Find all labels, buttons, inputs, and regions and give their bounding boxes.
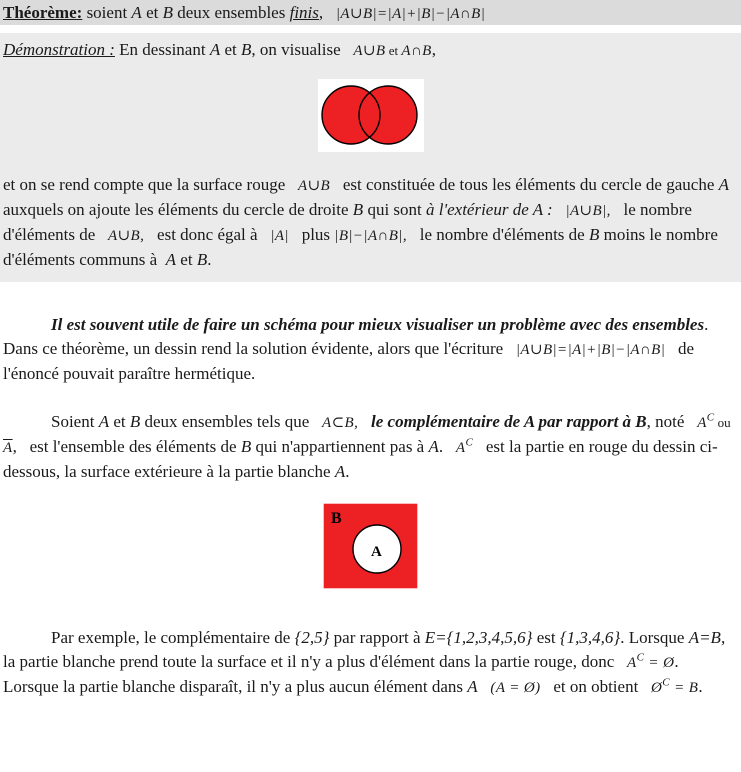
text-run: A [165,250,177,269]
text-run: deux ensembles tels que [140,412,323,431]
text-run: B [588,225,600,244]
text-run: , la partie blanche prend toute la surface et il n'y a plus d'élément dans la partie rouge, donc [3,628,730,671]
text-run: |A| [270,228,289,244]
text-run: A=B [688,628,721,647]
text-run: {1,3,4,6} [559,628,621,647]
text-run: A [334,462,346,481]
venn-diagram-svg [318,79,424,152]
text-run: . [698,677,703,696]
remark-paragraph [3,313,738,386]
text-run: |A∪B|=|A|+|B|−|A∩B| [335,6,486,22]
text-run: B [240,437,252,456]
text-run: et on obtient [540,677,652,696]
text-run: , [431,40,436,59]
text-run: Par exemple, le complémentaire de [51,628,295,647]
text-run: A [98,412,110,431]
text-run [358,412,371,431]
text-run: , est l'ensemble des éléments de [12,437,241,456]
text-run: |A∪B|, [565,203,611,219]
text-run: est donc égal à [144,225,271,244]
text-run: A [428,437,439,456]
inner-set-label: A [371,544,382,560]
text-run: C [662,676,670,689]
text-run: est [532,628,560,647]
text-run: deux ensembles [172,3,290,22]
text-run: et on se rend compte que la surface rouge [3,175,299,194]
text-run: Démonstration : [3,40,115,59]
text-run: B [129,412,141,431]
text-run: Théorème: [3,3,83,22]
text-run [553,200,566,219]
text-run: . [345,462,350,481]
text-run: A∪B, [108,228,145,244]
text-run: moins le nombre d'éléments communs à [3,225,723,269]
text-run: (A = Ø) [490,680,541,696]
text-run: = B [669,680,699,696]
text-run: ou [714,415,734,430]
text-run: {2,5} [294,628,330,647]
text-run: est constituée de tous les éléments du cercle de gauche [330,175,719,194]
text-run: . Lorsque [620,628,689,647]
text-run: de l'énoncé pouvait paraître hermétique. [3,339,699,383]
text-run: B [352,200,364,219]
text-run: et [109,412,130,431]
demonstration-intro [3,39,738,62]
text-run: . Dans ce théorème, un dessin rend la solution évidente, alors que l'écriture [3,315,713,358]
text-run: le nombre d'éléments de [406,225,589,244]
demonstration-block [0,33,741,282]
text-run: |B|−|A∩B|, [334,228,407,244]
text-run: , noté [646,412,698,431]
text-run: B [196,250,208,269]
text-run: . [438,437,456,456]
text-run: soient [82,3,132,22]
text-run: A [718,175,730,194]
text-run: plus [288,225,335,244]
complement-diagram-svg [323,503,418,589]
text-run: à l'extérieur de A : [426,200,553,219]
outer-set-label: B [331,510,342,527]
text-run: C [465,436,474,449]
text-run: A [455,440,466,456]
text-run: Soient [51,412,99,431]
text-run: finis [289,3,319,22]
text-run: A [131,3,142,22]
text-run: et [141,3,163,22]
text-run: le complémentaire de A par rapport à B [371,412,647,431]
complement-figure [323,503,418,589]
text-run: A∪B [353,43,386,59]
text-run: est la partie en rouge du dessin ci-dessous, la surface extérieure à la partie blanche [3,437,718,481]
example-paragraph [3,626,738,700]
text-run: qui n'appartiennent pas à [251,437,429,456]
text-run: qui sont [363,200,426,219]
text-run: E={1,2,3,4,5,6} [424,628,533,647]
text-run: C [636,651,645,664]
text-run: $\overline{A}$ [3,440,13,456]
text-run: En dessinant [114,40,210,59]
text-run: A⊂B, [322,415,359,431]
text-run: Il est souvent utile de faire un schéma pour mieux visualiser un problème avec des ensembles [51,315,705,334]
text-run: B [241,40,252,59]
text-run [478,677,491,696]
text-run: et [385,43,402,58]
venn-union-figure [318,79,424,152]
text-run: . [207,250,212,269]
text-run: A [697,415,707,431]
text-run: . Lorsque la partie blanche disparaît, il n'y a plus aucun élément dans [3,652,692,696]
text-run: Ø [651,680,663,696]
text-run: et [176,250,197,269]
theorem-block [0,0,741,25]
theorem-line [3,2,737,25]
text-run: , [318,3,336,22]
text-run: , on visualise [251,40,354,59]
text-run: |A∪B|=|A|+|B|−|A∩B| [515,342,666,358]
text-run: A [209,40,221,59]
text-run: A [627,655,637,671]
text-run: A∪B [298,178,331,194]
complement-paragraph [3,410,738,484]
demonstration-body [3,173,738,272]
text-run: B [162,3,173,22]
text-run: auxquels on ajoute les éléments du cercle de droite [3,175,734,219]
text-run: et [220,40,241,59]
text-run: = Ø [644,655,675,671]
text-run: par rapport à [329,628,425,647]
text-run: A [467,677,478,696]
text-run: A∩B [401,43,432,59]
text-run: le nombre d'éléments de [3,200,697,244]
text-run: C [706,411,715,424]
